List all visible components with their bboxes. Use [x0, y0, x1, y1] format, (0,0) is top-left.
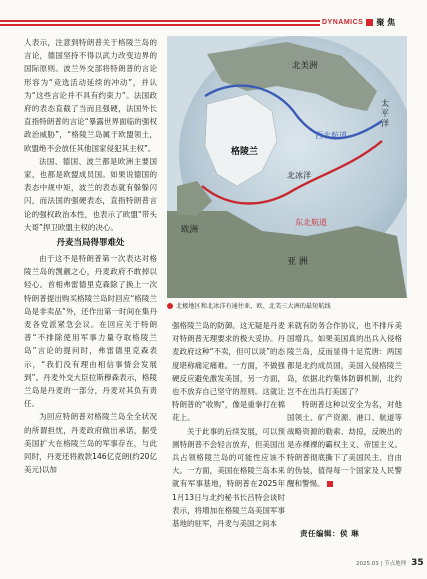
- paragraph-text: 特朗普这种以安全为名，对他国领土、矿产资源、港口、航道等战略资源的勒索、劫掠，反映出的是赤裸裸的霸权主义、帝国主义。特朗普彻底撕下了美国民主、自由的伪装，值得每一个国家及人民警醒和警惕。: [287, 400, 402, 489]
- section-square-icon: [366, 19, 373, 26]
- arctic-map: [167, 36, 407, 298]
- paragraph: 由于这不是特朗普第一次表达对格陵兰岛的觊觎之心，丹麦政府不敢掉以轻心。首相弗雷德里克森除了换上一次特朗普提出购买格陵兰岛时回应“格陵兰岛是非卖品”外，还作出第一时间在集丹麦各党派紧急会议。在回应关于特朗普“不排除使用军事力量夺取格陵兰岛”言论的提问时，弗雷德里克森表示，“我们没有理由相信事情会发展到”。丹麦外交大臣拉斯穆森表示，格陵兰岛是丹麦的一部分，丹麦对其负有责任。: [24, 254, 157, 409]
- section-label-zh: 聚 焦: [376, 17, 396, 27]
- paragraph: 为回应特朗普对格陵兰岛全全状况的所谓担忧，丹麦政府做出承诺，据受美国扩大在格陵兰岛的军事存在，与此同时，丹麦还将救款146亿克朗(约20亿美元)以加: [24, 412, 157, 475]
- label-asia: 亚 洲: [287, 257, 308, 267]
- end-square-icon: [327, 481, 333, 487]
- label-northwest-route: 西北航道: [315, 131, 347, 140]
- issue-label: 2025.03 | 节点地理: [356, 561, 407, 567]
- right-column: [287, 319, 402, 491]
- subheading: 丹麦当局得罪难处: [56, 238, 125, 249]
- section-label-en: DYNAMICS: [322, 18, 364, 26]
- page-number: 35: [411, 558, 424, 568]
- label-northeast-route: 东北航道: [295, 218, 327, 227]
- label-north-america: 北美洲: [292, 61, 318, 71]
- label-europe: 欧洲: [181, 225, 199, 235]
- caption-dot-icon: [167, 303, 173, 309]
- label-pacific: 太平洋: [381, 99, 389, 128]
- paragraph: [287, 398, 402, 490]
- paragraph: 关于此事的后续发展，可以预测特朗普不会轻言放弃，但美国出兵占领格陵兰岛的可能性应该不大。一方面，美国在格陵兰岛本来就有军事基地，特朗普在2025年1月13日与北约秘书长吕特会谈时表示，将增加在格陵兰岛美国军事基地的驻军，丹麦与美国之间本: [172, 426, 285, 529]
- paragraph: 法国、德国、波兰都是欧洲主要国家，也都是欧盟成员国。如果说德国的表态中规中矩，波兰的表态就有躲躲闪闪，而法国的强硬表态，直指特朗普言论的强权政治本性，也表示了欧盟“带头大哥”捍卫欧盟主权的决心。: [24, 156, 157, 232]
- caption-text: 北极地区和北冰洋有通往亚、欧、北美三大洲的最短航线: [176, 303, 331, 310]
- middle-column: [172, 319, 285, 530]
- page-footer: [356, 558, 424, 568]
- header-rule: [0, 20, 320, 30]
- section-tag: [322, 13, 395, 31]
- left-column: [24, 36, 157, 477]
- editor-credit: 责任编辑：侯 琳: [300, 529, 360, 538]
- paragraph: 人表示，注意到特朗普关于格陵兰岛的言论，德国坚持不得以武力改变边界的国际原则。波兰外交部将特朗普的言论形容为“竞选活动延续的冲动”，并认为“这些言论并不具有约束力”。法国政府的表态直截了当而且强硬，法国外长直指特朗普的言论“暴露世界面临的强权政治威胁”，“格陵兰岛属于欧盟领土，欧盟绝不会放任其他国家侵犯其主权”。: [24, 38, 157, 153]
- map-caption: [167, 301, 407, 310]
- paragraph: 强格陵兰岛的防御。这无疑是丹麦对特朗普无理要求的极大妥协。丹麦政府这种“不卖，但可以谈”的态度堪称痛定痛难。一方面，不做强硬反应避免激发美国，另一方面，也不放弃自己坚守的原则。这就让特朗普的“收购”，像是重拳打在棉花上。: [172, 321, 285, 423]
- paragraph: 来就有防务合作协议，也不排斥美国增兵。如果美国真的出兵入侵格陵兰岛，反而显得十足荒唐：两国都是北约成员国，美国入侵格陵兰岛，依据北约集体防御机制，北约岂不在出兵打美国了？: [287, 321, 402, 397]
- label-arctic-ocean: 北冰洋: [287, 171, 311, 180]
- label-greenland: 格陵兰: [231, 147, 259, 157]
